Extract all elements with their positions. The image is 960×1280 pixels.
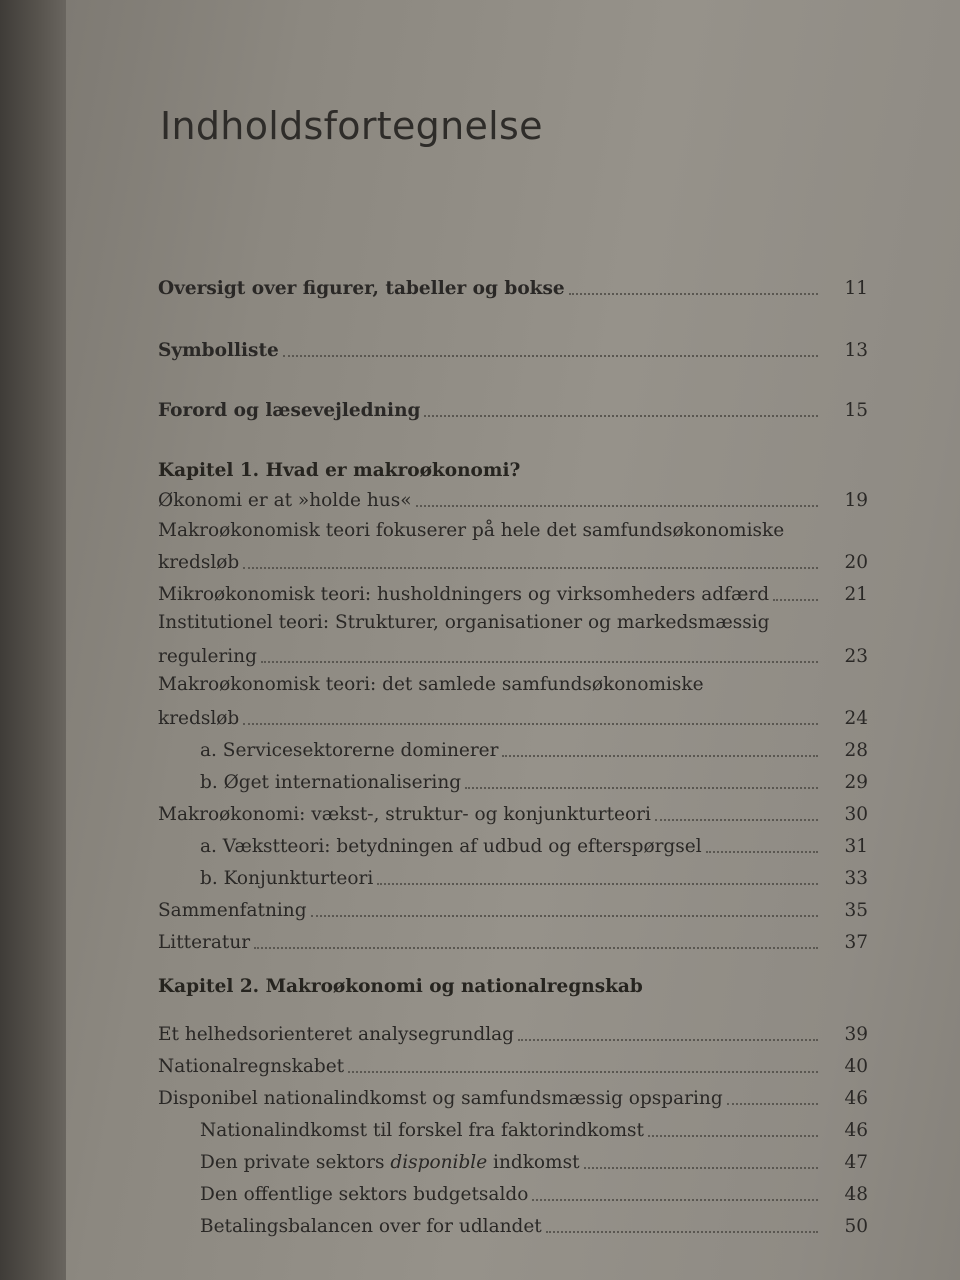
- toc-entry: [200, 1110, 868, 1140]
- toc-entry-label: Litteratur: [158, 931, 251, 953]
- toc-entry-page: 28: [844, 739, 868, 761]
- toc-entry-label: Makroøkonomi: vækst-, struktur- og konjunkturteori: [158, 803, 651, 825]
- toc-entry: [158, 574, 868, 604]
- toc-entry: [158, 794, 868, 824]
- toc-entry-page: 15: [844, 399, 868, 421]
- toc-entry-label-post: indkomst: [487, 1151, 580, 1173]
- toc-entry-label: kredsløb: [158, 551, 240, 573]
- toc-entry-label: kredsløb: [158, 707, 240, 729]
- toc-entry-page: 37: [844, 931, 868, 953]
- toc-entry: [158, 480, 868, 510]
- toc-entry-page: 33: [844, 867, 868, 889]
- toc-entry: [200, 1206, 868, 1236]
- toc-entry: [158, 922, 868, 952]
- book-gutter: [0, 0, 70, 1280]
- toc-entry: [200, 1174, 868, 1204]
- leader-dots: [569, 293, 818, 295]
- leader-dots: [243, 723, 818, 725]
- toc-entry: [158, 268, 868, 298]
- toc-entry-label: Sammenfatning: [158, 899, 307, 921]
- toc-entry: [200, 826, 868, 856]
- toc-entry-page: 46: [844, 1087, 868, 1109]
- toc-entry-label: [200, 1151, 580, 1173]
- leader-dots: [706, 851, 818, 853]
- toc-entry-page: 29: [844, 771, 868, 793]
- toc-entry-label: Forord og læsevejledning: [158, 399, 421, 421]
- toc-entry-label: Betalingsbalancen over for udlandet: [200, 1215, 542, 1237]
- leader-dots: [546, 1231, 818, 1233]
- toc-entry: [200, 858, 868, 888]
- leader-dots: [243, 567, 818, 569]
- toc-entry-page: 40: [844, 1055, 868, 1077]
- toc-entry-label: Mikroøkonomisk teori: husholdningers og virksomheders adfærd: [158, 583, 770, 605]
- toc-entry: [158, 1046, 868, 1076]
- toc-entry-label: regulering: [158, 645, 257, 667]
- toc-entry-label: Nationalindkomst til forskel fra faktorindkomst: [200, 1119, 644, 1141]
- leader-dots: [311, 915, 818, 917]
- toc-entry: [200, 762, 868, 792]
- leader-dots: [424, 415, 818, 417]
- toc-entry-page: 48: [844, 1183, 868, 1205]
- toc-entry-label: Disponibel nationalindkomst og samfundsmæssig opsparing: [158, 1087, 723, 1109]
- leader-dots: [377, 883, 818, 885]
- leader-dots: [416, 505, 818, 507]
- leader-dots: [254, 947, 818, 949]
- leader-dots: [348, 1071, 818, 1073]
- leader-dots: [773, 599, 818, 601]
- leader-dots: [261, 661, 818, 663]
- toc-entry-page: 24: [844, 707, 868, 729]
- toc-entry: [158, 636, 868, 666]
- toc-entry-label: Et helhedsorienteret analysegrundlag: [158, 1023, 514, 1045]
- toc-entry-label: b. Øget internationalisering: [200, 771, 462, 793]
- toc-entry-label-line1: Institutionel teori: Strukturer, organisationer og markedsmæssig: [158, 612, 770, 633]
- chapter-heading: Kapitel 2. Makroøkonomi og nationalregnskab: [158, 976, 643, 997]
- toc-entry: [158, 390, 868, 420]
- leader-dots: [727, 1103, 818, 1105]
- toc-entry-page: 30: [844, 803, 868, 825]
- leader-dots: [648, 1135, 818, 1137]
- toc-entry-page: 13: [844, 339, 868, 361]
- leader-dots: [655, 819, 818, 821]
- leader-dots: [532, 1199, 818, 1201]
- toc-entry-page: 23: [844, 645, 868, 667]
- toc-entry-label: Nationalregnskabet: [158, 1055, 345, 1077]
- toc-entry-page: 50: [844, 1215, 868, 1237]
- toc-entry: [158, 1078, 868, 1108]
- toc-entry: [158, 542, 868, 572]
- toc-entry-label: Den offentlige sektors budgetsaldo: [200, 1183, 529, 1205]
- toc-entry-label: a. Vækstteori: betydningen af udbud og efterspørgsel: [200, 835, 702, 857]
- toc-entry: [200, 730, 868, 760]
- toc-entry: [158, 330, 868, 360]
- toc-entry-page: 31: [844, 835, 868, 857]
- leader-dots: [518, 1039, 818, 1041]
- toc-entry-label: b. Konjunkturteori: [200, 867, 374, 889]
- toc-entry-label: Oversigt over figurer, tabeller og bokse: [158, 277, 565, 299]
- toc-entry-label: a. Servicesektorerne dominerer: [200, 739, 499, 761]
- toc-entry-page: 39: [844, 1023, 868, 1045]
- toc-entry-page: 11: [844, 277, 868, 299]
- toc-entry: [158, 1014, 868, 1044]
- toc-entry: [200, 1142, 868, 1172]
- toc-entry: [158, 890, 868, 920]
- toc-entry-label-line1: Makroøkonomisk teori fokuserer på hele det samfundsøkonomiske: [158, 520, 785, 541]
- leader-dots: [465, 787, 818, 789]
- toc-entry-label-line1: Makroøkonomisk teori: det samlede samfundsøkonomiske: [158, 674, 704, 695]
- chapter-heading: Kapitel 1. Hvad er makroøkonomi?: [158, 460, 521, 481]
- toc-entry-label-pre: Den private sektors: [200, 1151, 391, 1173]
- toc-entry-page: 20: [844, 551, 868, 573]
- toc-entry-page: 19: [844, 489, 868, 511]
- toc-entry-label-emphasis: disponible: [390, 1151, 488, 1173]
- toc-entry-page: 21: [844, 583, 868, 605]
- toc-entry-label: Symbolliste: [158, 339, 279, 361]
- page-title: Indholdsfortegnelse: [160, 104, 543, 148]
- leader-dots: [584, 1167, 818, 1169]
- toc-entry-page: 47: [844, 1151, 868, 1173]
- toc-entry-page: 46: [844, 1119, 868, 1141]
- leader-dots: [502, 755, 818, 757]
- toc-entry-page: 35: [844, 899, 868, 921]
- leader-dots: [283, 355, 818, 357]
- toc-entry-label: Økonomi er at »holde hus«: [158, 489, 412, 511]
- toc-entry: [158, 698, 868, 728]
